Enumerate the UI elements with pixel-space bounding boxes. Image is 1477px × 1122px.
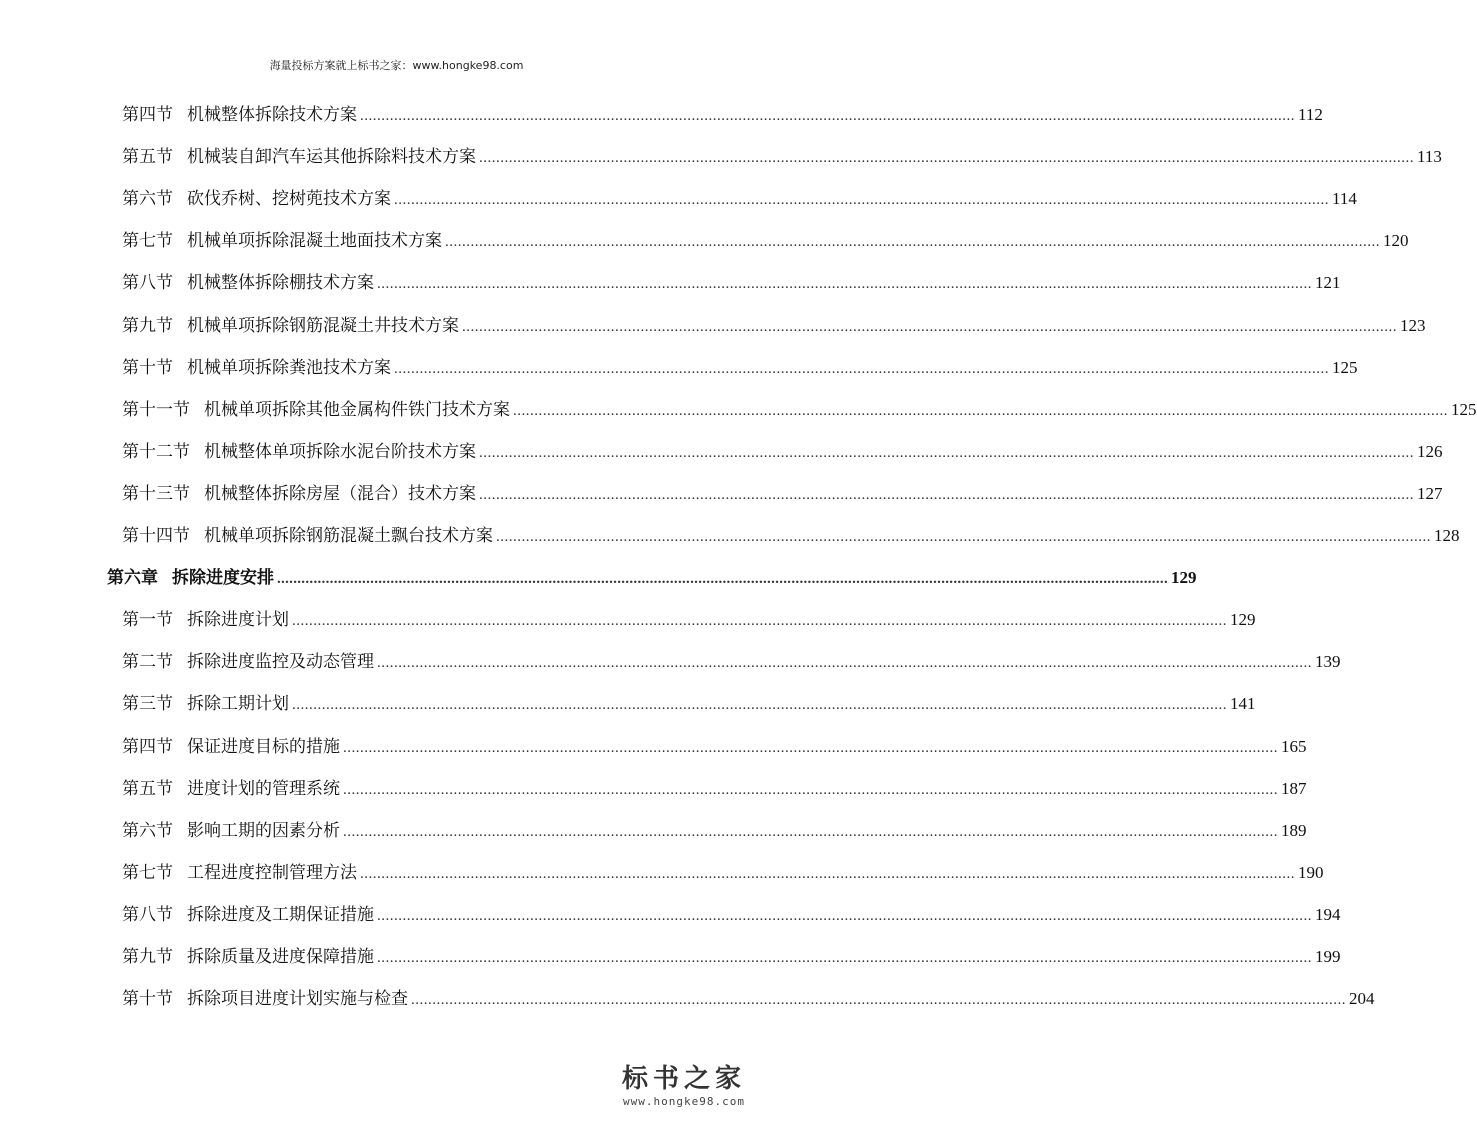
toc-entry-page-number: 127 [1417, 483, 1443, 503]
toc-section-entry[interactable] [122, 859, 1324, 887]
toc-entry-title: 拆除项目进度计划实施与检查 [187, 989, 408, 1010]
toc-section-entry[interactable] [122, 269, 1341, 297]
toc-entry-title: 拆除进度计划 [187, 610, 289, 631]
toc-section-entry[interactable] [122, 901, 1341, 929]
toc-entry-title: 机械单项拆除混凝土地面技术方案 [187, 231, 442, 252]
toc-section-entry[interactable] [122, 943, 1341, 971]
page-header: 海量投标方案就上标书之家：www.hongke98.com [269, 59, 524, 72]
toc-entry-number: 第十一节 [122, 399, 190, 420]
toc-entry-page-number: 128 [1434, 526, 1460, 545]
toc-entry-number: 第六章 [107, 568, 158, 589]
toc-entry-page-number: 139 [1315, 652, 1341, 672]
toc-section-entry[interactable] [122, 522, 1460, 550]
toc-entry-page-number: 112 [1298, 105, 1323, 124]
toc-section-entry[interactable] [122, 143, 1442, 171]
toc-entry-page-number: 126 [1417, 441, 1443, 461]
toc-entry-title: 拆除进度监控及动态管理 [187, 652, 374, 673]
toc-dot-leader: ............................................................................................................................................................................................................................ [411, 992, 1346, 1009]
toc-section-entry[interactable] [122, 733, 1307, 761]
toc-dot-leader: ............................................................................................................................................................................................................................ [377, 655, 1312, 672]
toc-section-entry[interactable] [122, 648, 1341, 676]
toc-dot-leader: ............................................................................................................................................................................................................................ [377, 907, 1312, 924]
toc-entry-number: 第四节 [122, 736, 173, 757]
toc-dot-leader: ............................................................................................................................................................................................................................ [377, 950, 1312, 966]
toc-entry-page-number: 165 [1281, 736, 1307, 756]
toc-section-entry[interactable] [122, 606, 1256, 634]
toc-entry-title: 拆除工期计划 [187, 694, 289, 715]
toc-entry-title: 影响工期的因素分析 [187, 820, 340, 841]
toc-entry-title: 机械整体拆除技术方案 [187, 105, 357, 125]
toc-section-entry[interactable] [122, 480, 1443, 508]
toc-entry-page-number: 204 [1349, 989, 1375, 1009]
toc-entry-number: 第四节 [122, 105, 173, 125]
toc-entry-page-number: 194 [1315, 904, 1341, 924]
toc-section-entry[interactable] [122, 396, 1477, 424]
toc-dot-leader: ............................................................................................................................................................................................................................ [343, 823, 1278, 840]
toc-entry-title: 机械整体单项拆除水泥台阶技术方案 [204, 441, 476, 462]
toc-entry-page-number: 190 [1298, 862, 1324, 882]
toc-entry-page-number: 189 [1281, 820, 1307, 840]
toc-entry-number: 第九节 [122, 947, 173, 967]
toc-entry-title: 机械单项拆除其他金属构件铁门技术方案 [204, 399, 510, 420]
toc-entry-title: 机械单项拆除钢筋混凝土飘台技术方案 [204, 526, 493, 546]
toc-section-entry[interactable] [122, 185, 1357, 213]
toc-dot-leader: ............................................................................................................................................................................................................................ [394, 192, 1329, 209]
toc-entry-title: 砍伐乔树、挖树蔸技术方案 [187, 189, 391, 210]
toc-entry-page-number: 125 [1332, 357, 1358, 377]
toc-entry-title: 拆除质量及进度保障措施 [187, 947, 374, 967]
toc-entry-number: 第十三节 [122, 483, 190, 504]
toc-entry-number: 第七节 [122, 862, 173, 883]
toc-dot-leader: ............................................................................................................................................................................................................................ [513, 402, 1448, 419]
toc-entry-title: 进度计划的管理系统 [187, 778, 340, 799]
toc-entry-number: 第六节 [122, 189, 173, 210]
toc-entry-page-number: 121 [1315, 273, 1341, 293]
toc-dot-leader: ............................................................................................................................................................................................................................ [496, 529, 1431, 545]
toc-entry-number: 第十二节 [122, 441, 190, 462]
toc-entry-title: 保证进度目标的措施 [187, 736, 340, 757]
logo-text: 标书之家 [621, 1064, 746, 1094]
toc-entry-title: 拆除进度及工期保证措施 [187, 904, 374, 925]
toc-entry-page-number: 114 [1332, 189, 1357, 209]
toc-dot-leader: ............................................................................................................................................................................................................................ [479, 150, 1414, 167]
toc-dot-leader: ............................................................................................................................................................................................................................ [462, 318, 1397, 335]
toc-dot-leader: ............................................................................................................................................................................................................................ [292, 697, 1227, 714]
toc-entry-number: 第十节 [122, 357, 173, 378]
toc-entry-page-number: 123 [1400, 315, 1426, 335]
toc-dot-leader: ............................................................................................................................................................................................................................ [360, 865, 1295, 882]
toc-entry-number: 第二节 [122, 652, 173, 673]
toc-entry-number: 第五节 [122, 147, 173, 168]
toc-dot-leader: ............................................................................................................................................................................................................................ [479, 444, 1414, 461]
toc-dot-leader: ............................................................................................................................................................................................................................ [445, 234, 1380, 251]
toc-entry-number: 第七节 [122, 231, 173, 252]
toc-section-entry[interactable] [122, 312, 1426, 340]
toc-dot-leader: ............................................................................................................................................................................................................................ [343, 739, 1278, 756]
toc-dot-leader: ............................................................................................................................................................................................................................ [479, 486, 1414, 503]
toc-section-entry[interactable] [122, 775, 1307, 803]
toc-entry-title: 机械整体拆除房屋（混合）技术方案 [204, 483, 476, 504]
toc-entry-page-number: 187 [1281, 778, 1307, 798]
toc-section-entry[interactable] [122, 354, 1358, 382]
toc-section-entry[interactable] [122, 101, 1323, 129]
toc-entry-number: 第九节 [122, 315, 173, 336]
logo [599, 1063, 769, 1108]
toc-entry-number: 第八节 [122, 904, 173, 925]
toc-section-entry[interactable] [122, 817, 1307, 845]
toc-section-entry[interactable] [122, 438, 1443, 466]
toc-entry-number: 第十四节 [122, 526, 190, 546]
toc-dot-leader: ............................................................................................................................................................................................................................ [394, 360, 1329, 377]
toc-entry-number: 第十节 [122, 989, 173, 1010]
toc-dot-leader: ............................................................................................................................................................................................................................ [360, 108, 1295, 124]
toc-entry-title: 机械单项拆除粪池技术方案 [187, 357, 391, 378]
toc-dot-leader: ............................................................................................................................................................................................................................ [377, 276, 1312, 293]
toc-entry-page-number: 129 [1171, 568, 1197, 588]
toc-dot-leader: ............................................................................................................................................................................................................................ [277, 571, 1168, 588]
toc-entry-number: 第五节 [122, 778, 173, 799]
toc-entry-title: 机械整体拆除棚技术方案 [187, 273, 374, 294]
toc-entry-number: 第三节 [122, 694, 173, 715]
toc-entry-page-number: 199 [1315, 947, 1341, 966]
toc-entry-page-number: 113 [1417, 147, 1442, 167]
toc-entry-number: 第八节 [122, 273, 173, 294]
toc-entry-title: 拆除进度安排 [172, 568, 274, 589]
toc-entry-number: 第六节 [122, 820, 173, 841]
toc-entry-number: 第一节 [122, 610, 173, 631]
toc-entry-page-number: 141 [1230, 694, 1256, 714]
toc-entry-page-number: 125 [1451, 399, 1477, 419]
toc-section-entry[interactable] [122, 227, 1409, 255]
toc-section-entry[interactable] [122, 690, 1256, 718]
toc-dot-leader: ............................................................................................................................................................................................................................ [343, 781, 1278, 798]
toc-dot-leader: ............................................................................................................................................................................................................................ [292, 613, 1227, 630]
toc-entry-title: 工程进度控制管理方法 [187, 862, 357, 883]
toc-entry-page-number: 129 [1230, 610, 1256, 630]
toc-section-entry[interactable] [122, 985, 1375, 1013]
toc-entry-page-number: 120 [1383, 231, 1409, 251]
toc-entry-title: 机械单项拆除钢筋混凝土井技术方案 [187, 315, 459, 336]
toc-entry-title: 机械装自卸汽车运其他拆除料技术方案 [187, 147, 476, 168]
toc-chapter-entry[interactable] [107, 564, 1197, 592]
logo-url: www.hongke98.com [623, 1095, 745, 1108]
